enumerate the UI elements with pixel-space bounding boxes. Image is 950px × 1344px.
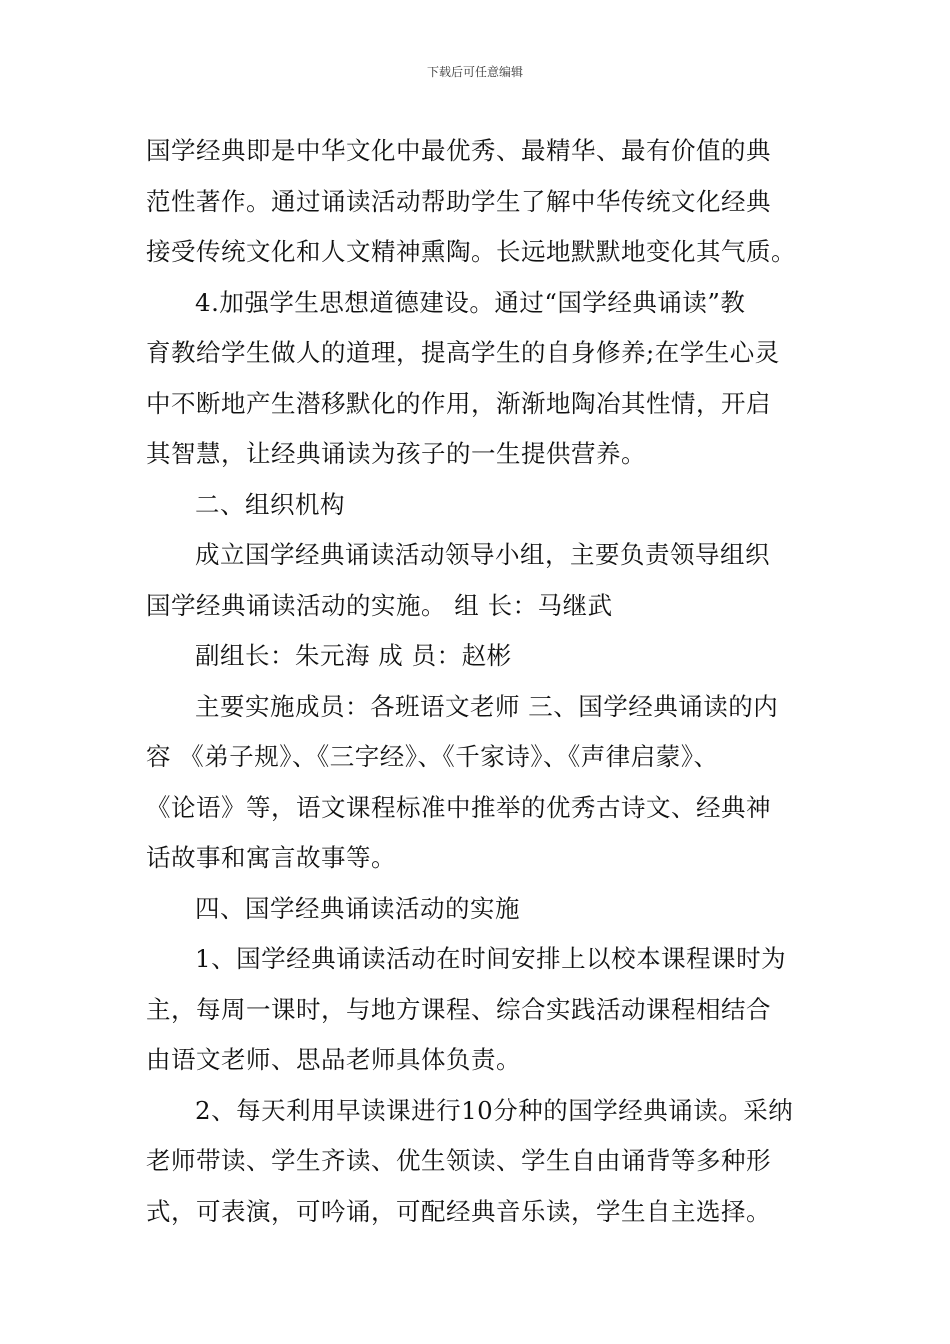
- text-line: 育教给学生做人的道理，提高学生的自身修养;在学生心灵: [146, 338, 780, 367]
- text-line: 中不断地产生潜移默化的作用，渐渐地陶冶其性情，开启: [146, 388, 771, 418]
- text-line: 接受传统文化和人文精神熏陶。长远地默默地变化其气质。: [146, 237, 796, 266]
- text-line: 老师带读、学生齐读、优生领读、学生自由诵背等多种形: [146, 1146, 771, 1175]
- section-heading: 四、国学经典诵读活动的实施: [195, 893, 520, 923]
- text-line: 由语文老师、思品老师具体负责。: [146, 1045, 521, 1074]
- text-line: 4.加强学生思想道德建设。通过“国学经典诵读”教: [195, 287, 746, 317]
- text-line: 式，可表演，可吟诵，可配经典音乐读，学生自主选择。: [146, 1196, 771, 1226]
- text-line: 话故事和寓言故事等。: [146, 843, 396, 872]
- section-heading: 二、组织机构: [195, 489, 345, 519]
- text-line: 1、国学经典诵读活动在时间安排上以校本课程课时为: [195, 944, 787, 973]
- text-line: 主要实施成员：各班语文老师 三、国学经典诵读的内: [195, 691, 779, 721]
- text-line: 其智慧，让经典诵读为孩子的一生提供营养。: [146, 439, 646, 468]
- text-line: 国学经典诵读活动的实施。 组 长：马继武: [146, 590, 613, 620]
- document-body: [146, 126, 846, 1237]
- text-line: 容 《弟子规》、《三字经》、《千家诗》、《声律启蒙》、: [146, 742, 719, 771]
- text-line: 2、每天利用早读课进行10分种的国学经典诵读。采纳: [195, 1095, 794, 1125]
- text-line: 主，每周一课时，与地方课程、综合实践活动课程相结合: [146, 994, 771, 1024]
- text-line: 《论语》等，语文课程标准中推举的优秀古诗文、经典神: [146, 792, 771, 822]
- text-line: 成立国学经典诵读活动领导小组，主要负责领导组织: [195, 540, 770, 569]
- text-line: 副组长：朱元海 成 员：赵彬: [195, 641, 512, 670]
- text-line: 范性著作。通过诵读活动帮助学生了解中华传统文化经典: [146, 186, 771, 216]
- page-header: 下载后可任意编辑: [426, 65, 523, 79]
- text-line: 国学经典即是中华文化中最优秀、最精华、最有价值的典: [146, 136, 771, 165]
